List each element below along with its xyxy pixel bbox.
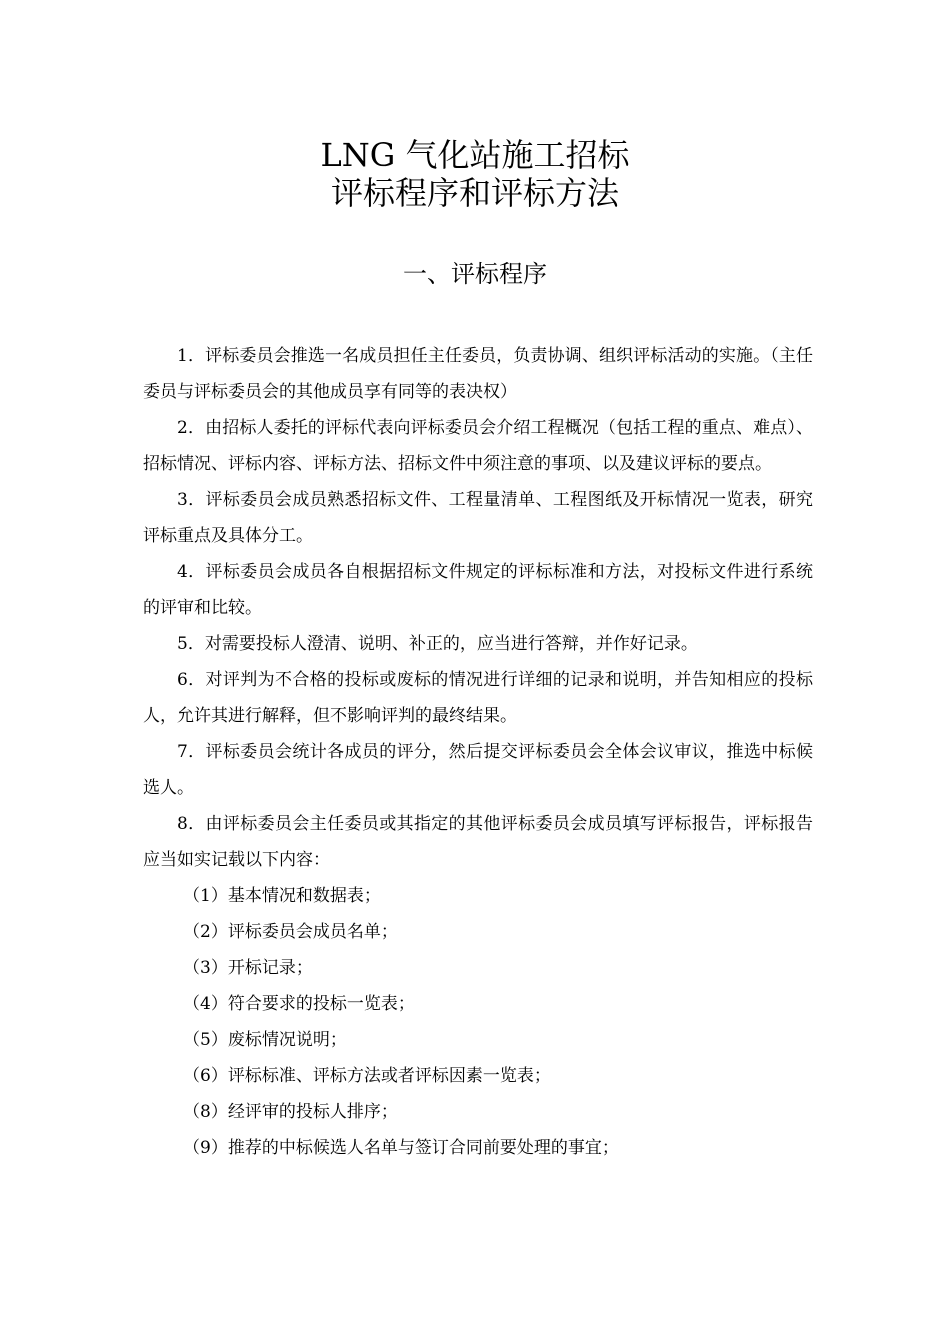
report-item-2: （2）评标委员会成员名单； [183, 922, 398, 942]
paragraph-4: 4．评标委员会成员各自根据招标文件规定的评标标准和方法，对投标文件进行系统的评审和比较。 [143, 562, 813, 618]
paragraph-1: 1．评标委员会推选一名成员担任主任委员，负责协调、组织评标活动的实施。（主任委员与评标委员会的其他成员享有同等的表决权） [143, 346, 813, 402]
report-item-6: （6）评标标准、评标方法或者评标因素一览表； [183, 1066, 551, 1086]
report-item-8: （8）经评审的投标人排序； [183, 1102, 398, 1122]
report-item-1: （1）基本情况和数据表； [183, 886, 381, 906]
document-title [0, 136, 950, 212]
report-item-4: （4）符合要求的投标一览表； [183, 994, 415, 1014]
document-body [143, 338, 813, 1166]
section-heading: 一、评标程序 [403, 260, 547, 288]
title-line-2: 评标程序和评标方法 [330, 174, 619, 212]
report-item-9: （9）推荐的中标候选人名单与签订合同前要处理的事宜； [183, 1138, 619, 1158]
paragraph-6: 6．对评判为不合格的投标或废标的情况进行详细的记录和说明，并告知相应的投标人，允许其进行解释，但不影响评判的最终结果。 [143, 670, 813, 726]
paragraph-2: 2．由招标人委托的评标代表向评标委员会介绍工程概况（包括工程的重点、难点）、招标情况、评标内容、评标方法、招标文件中须注意的事项、以及建议评标的要点。 [143, 418, 813, 474]
report-item-5: （5）废标情况说明； [183, 1030, 347, 1050]
paragraph-3: 3．评标委员会成员熟悉招标文件、工程量清单、工程图纸及开标情况一览表，研究评标重点及具体分工。 [143, 490, 813, 546]
title-line-1: LNG 气化站施工招标 [320, 136, 630, 174]
paragraph-8: 8．由评标委员会主任委员或其指定的其他评标委员会成员填写评标报告，评标报告应当如实记载以下内容： [143, 814, 813, 870]
report-item-3: （3）开标记录； [183, 958, 313, 978]
paragraph-7: 7．评标委员会统计各成员的评分，然后提交评标委员会全体会议审议，推选中标候选人。 [143, 742, 813, 798]
paragraph-5: 5．对需要投标人澄清、说明、补正的，应当进行答辩，并作好记录。 [177, 634, 698, 654]
